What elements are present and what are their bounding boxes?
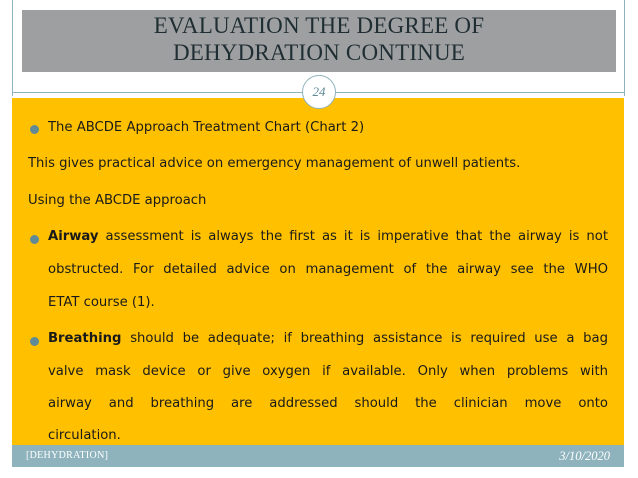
airway-term: Airway: [48, 229, 99, 244]
title-line-2: DEHYDRATION CONTINUE: [172, 40, 466, 65]
frame-line-right: [624, 0, 625, 96]
footer-section-label: [DEHYDRATION]: [26, 450, 109, 461]
bullet-icon: [30, 235, 39, 244]
breathing-line-3: airway and breathing are addressed should the clinician move onto: [48, 396, 608, 411]
bullet-item-abcde: The ABCDE Approach Treatment Chart (Chart 2): [48, 120, 365, 135]
airway-text-1: assessment is always the first as it is imperative that the airway is not: [105, 229, 608, 244]
breathing-term: Breathing: [48, 331, 122, 346]
frame-line-left: [12, 0, 13, 96]
airway-line-2: obstructed. For detailed advice on management of the airway see the WHO: [48, 262, 608, 277]
page-number: 24: [302, 75, 336, 109]
paragraph-practical-advice: This gives practical advice on emergency management of unwell patients.: [28, 156, 521, 171]
footer-date: 3/10/2020: [559, 449, 610, 463]
bullet-icon: [30, 337, 39, 346]
bullet-icon: [30, 125, 39, 134]
breathing-line-2: valve mask device or give oxygen if available. Only when problems with: [48, 364, 608, 379]
breathing-text-1: should be adequate; if breathing assistance is required use a bag: [130, 331, 608, 346]
paragraph-using-abcde: Using the ABCDE approach: [28, 193, 207, 208]
slide-title: [22, 12, 616, 66]
airway-line-1: [48, 229, 608, 244]
breathing-line-4: circulation.: [48, 428, 121, 443]
airway-line-3: ETAT course (1).: [48, 295, 155, 310]
title-line-1: EVALUATION THE DEGREE OF: [153, 13, 485, 38]
breathing-line-1: [48, 331, 608, 346]
